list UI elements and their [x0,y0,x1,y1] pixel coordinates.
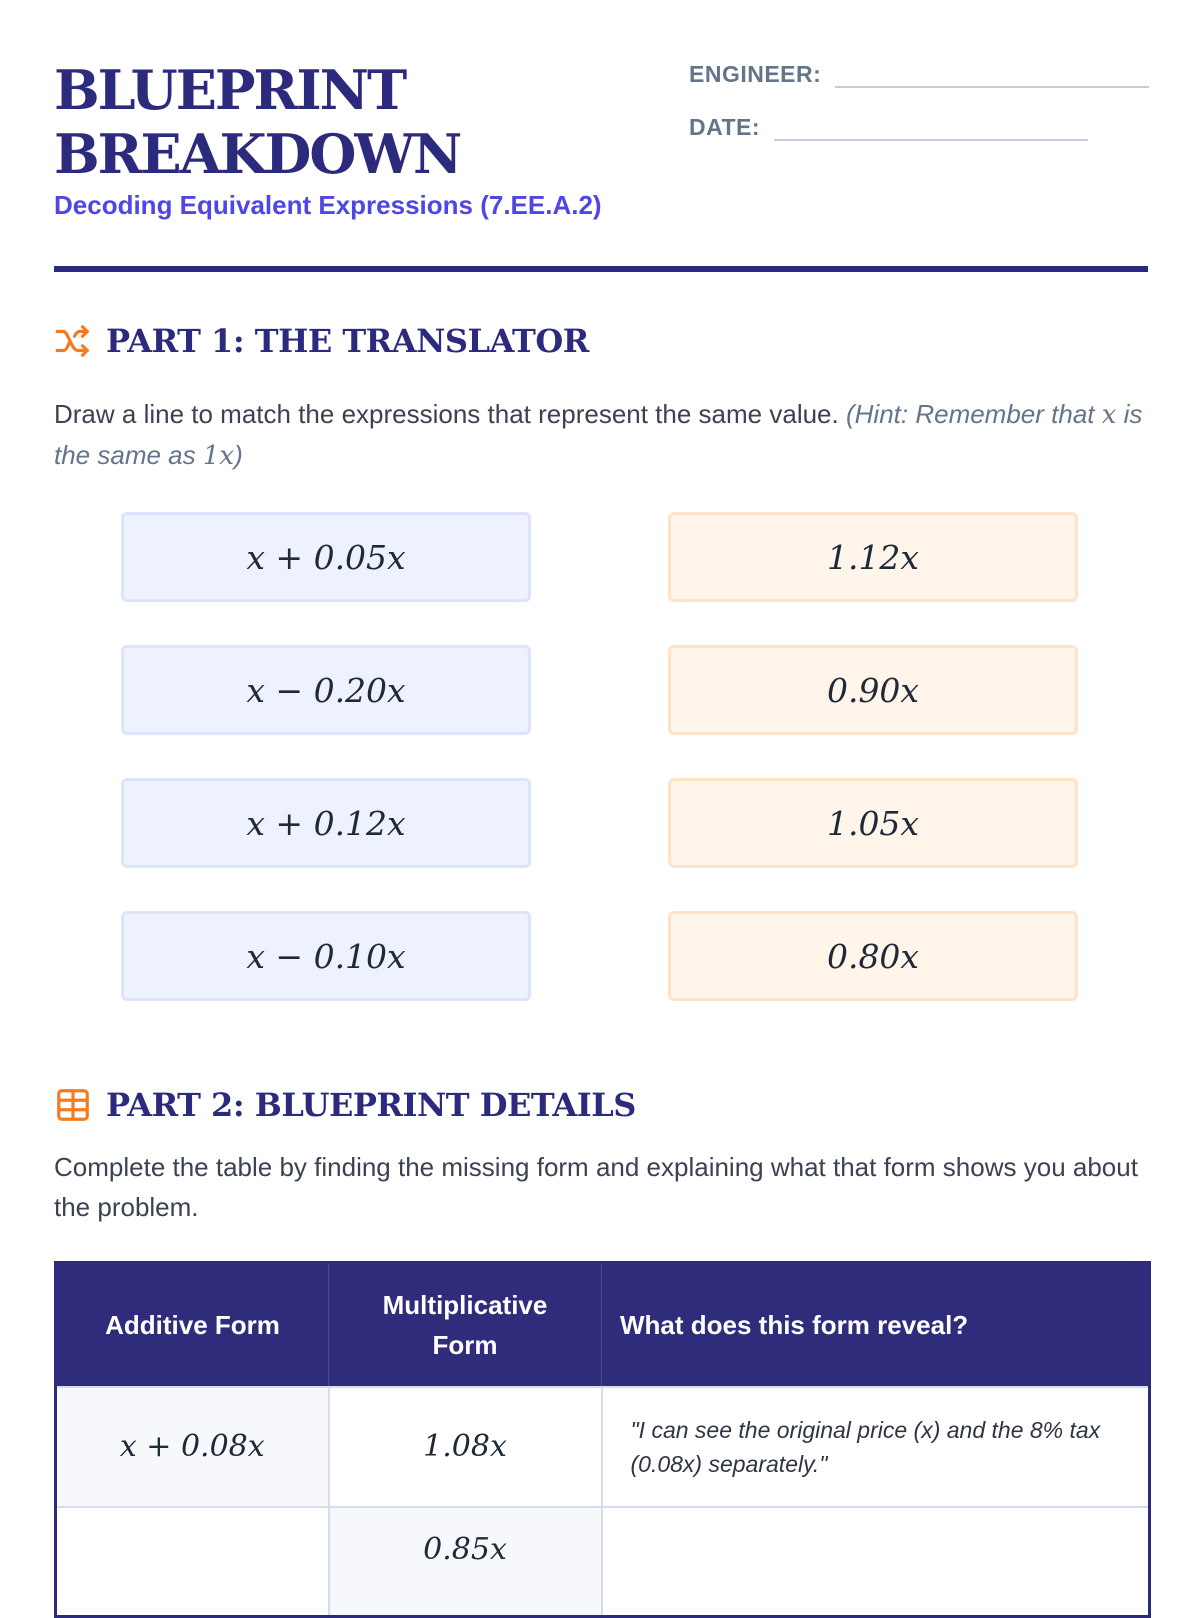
match-right-1[interactable]: 1.12x [668,512,1078,602]
header-divider [54,266,1148,272]
multiplicative-cell: 1.08x [329,1387,602,1507]
hint-suffix: ) [234,440,243,470]
title-line-2: BREAKDOWN [54,122,461,186]
match-left-2[interactable]: x − 0.20x [121,645,531,735]
match-left-3[interactable]: x + 0.12x [121,778,531,868]
column-header-additive: Additive Form [56,1263,329,1387]
part1-instructions [54,394,1148,476]
match-left-4[interactable]: x − 0.10x [121,911,531,1001]
reveal-answer-cell[interactable] [602,1507,1150,1617]
engineer-input-line[interactable] [835,60,1149,88]
page-subtitle: Decoding Equivalent Expressions (7.EE.A.2) [54,190,602,220]
table-row [56,1387,1150,1507]
table-icon [54,1086,92,1124]
part1-heading [54,322,589,360]
title-line-1: BLUEPRINT [54,58,406,122]
shuffle-icon [54,322,92,360]
hint-coefficient: 1x [202,441,235,471]
hint-prefix: (Hint: Remember that [845,399,1102,429]
additive-answer-cell[interactable] [56,1507,329,1617]
part1-title: PART 1: THE TRANSLATOR [106,322,589,360]
date-label: DATE: [689,114,761,140]
engineer-field [689,60,1149,88]
column-header-multiplicative: Multiplicative Form [329,1263,602,1387]
part1-instruction-text: Draw a line to match the expressions that represent the same value. [54,399,839,429]
date-field [689,113,1088,141]
engineer-label: ENGINEER: [689,61,822,87]
blueprint-table [54,1261,1151,1618]
table-row [56,1507,1150,1617]
hint-middle: is the same as [54,399,1143,470]
multiplicative-cell: 0.85x [329,1507,602,1617]
reveal-cell: "I can see the original price (x) and the 8% tax (0.08x) separately." [602,1387,1150,1507]
match-right-2[interactable]: 0.90x [668,645,1078,735]
match-right-4[interactable]: 0.80x [668,911,1078,1001]
table-header-row [56,1263,1150,1387]
date-input-line[interactable] [774,113,1088,141]
page-title [54,58,654,186]
part2-instructions: Complete the table by finding the missing form and explaining what that form shows you about the problem. [54,1152,1138,1222]
hint-variable: x [1101,400,1117,430]
part2-heading [54,1086,636,1124]
match-left-1[interactable]: x + 0.05x [121,512,531,602]
match-right-3[interactable]: 1.05x [668,778,1078,868]
part2-title: PART 2: BLUEPRINT DETAILS [106,1086,636,1124]
additive-cell: x + 0.08x [56,1387,329,1507]
column-header-reveal: What does this form reveal? [602,1263,1150,1387]
worksheet-page [54,0,1148,1600]
